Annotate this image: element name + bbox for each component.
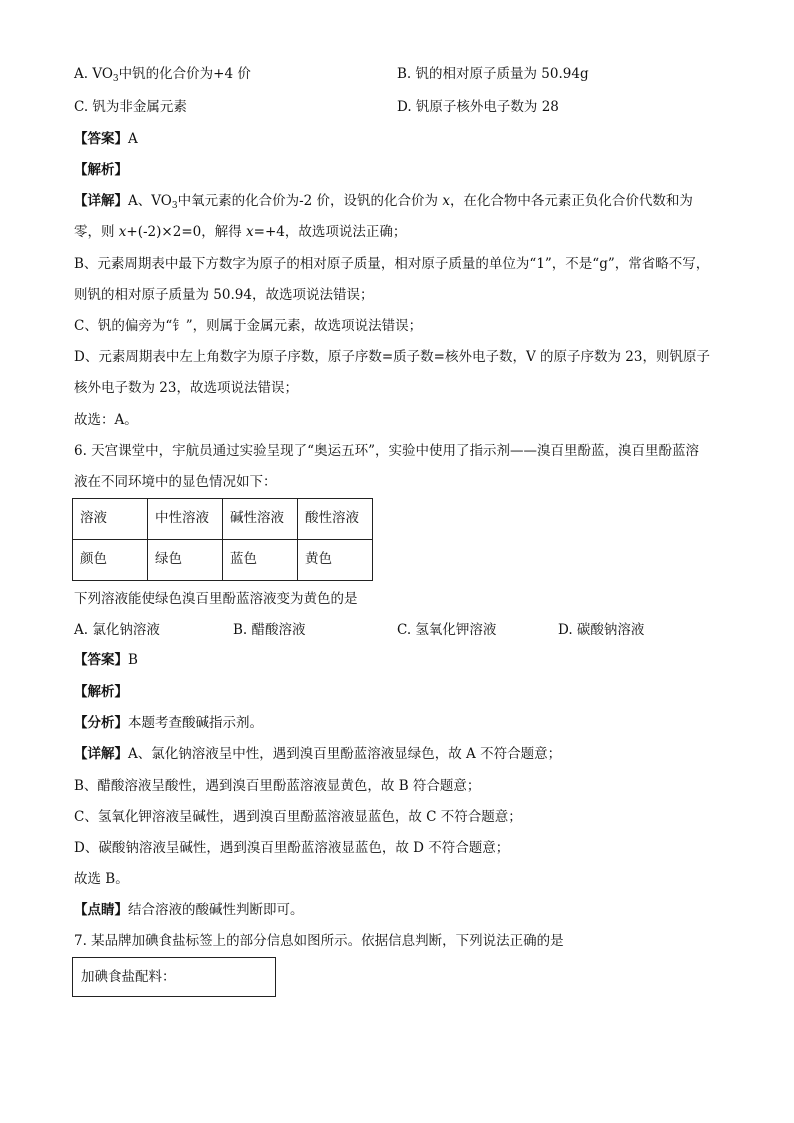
q6-comment-tag: 【点睛】 xyxy=(74,902,128,918)
q6-detail-l1-text: A、氯化钠溶液呈中性，遇到溴百里酚蓝溶液显绿色，故 A 不符合题意； xyxy=(128,746,562,762)
q5-option-b: B. 钒的相对原子质量为 50.94g xyxy=(397,66,589,82)
q5-answer xyxy=(74,133,138,147)
q5-detail-l1-a: A、VO xyxy=(128,193,172,209)
q5-detail-l1-b: 中氧元素的化合价为-2 价，设钒的化合价为 xyxy=(177,193,443,209)
salt-label-text: 加碘食盐配料： xyxy=(81,969,176,985)
q5-answer-value: A xyxy=(128,131,138,147)
q6-comment-text: 结合溶液的酸碱性判断即可。 xyxy=(128,902,304,918)
q5-option-a-text: 中钒的化合价为+4 价 xyxy=(118,66,251,82)
q5-answer-tag: 【答案】 xyxy=(74,131,128,147)
q5-option-a-subscript: 3 xyxy=(112,74,119,84)
q5-conclusion: 故选：A。 xyxy=(74,412,138,428)
q6-comment xyxy=(74,904,304,918)
q5-option-c: C. 钒为非金属元素 xyxy=(74,99,187,115)
q6-option-a: A. 氯化钠溶液 xyxy=(74,622,160,638)
q5-option-d: D. 钒原子核外电子数为 28 xyxy=(397,99,559,115)
q6-analysis2-text: 本题考查酸碱指示剂。 xyxy=(128,715,263,731)
q6-stem-line-2: 液在不同环境中的显色情况如下： xyxy=(74,474,277,490)
table-header-cell: 碱性溶液 xyxy=(223,499,298,540)
q5-detail-l2-x1: x xyxy=(118,224,127,240)
salt-label-box xyxy=(72,957,276,997)
q5-detail-line-7: 核外电子数为 23，故选项说法错误； xyxy=(74,380,298,396)
q6-answer xyxy=(74,654,138,668)
q6-detail-tag: 【详解】 xyxy=(74,746,128,762)
q5-detail-line-5: C、钒的偏旁为“钅”，则属于金属元素，故选项说法错误； xyxy=(74,318,423,334)
q6-option-d: D. 碳酸钠溶液 xyxy=(558,622,645,638)
q6-question: 下列溶液能使绿色溴百里酚蓝溶液变为黄色的是 xyxy=(74,591,358,607)
table-cell: 颜色 xyxy=(73,540,148,581)
q5-detail-l2-x2: x xyxy=(246,224,254,240)
q5-detail-line-4: 则钒的相对原子质量为 50.94，故选项说法错误； xyxy=(74,287,374,303)
q5-detail-l2-a: 零，则 xyxy=(74,224,119,240)
q6-option-b: B. 醋酸溶液 xyxy=(233,622,306,638)
q6-option-c: C. 氢氧化钾溶液 xyxy=(397,622,497,638)
q6-detail-line-1 xyxy=(74,748,561,762)
table-cell: 蓝色 xyxy=(223,540,298,581)
q5-detail-l2-b: +(-2)×2=0，解得 xyxy=(126,224,247,240)
q5-detail-line-1 xyxy=(74,195,693,209)
q5-detail-l2-c: =+4，故选项说法正确； xyxy=(253,224,407,240)
q6-analysis2-tag: 【分析】 xyxy=(74,715,128,731)
q6-detail-line-3: C、氢氧化钾溶液呈碱性，遇到溴百里酚蓝溶液显蓝色，故 C 不符合题意； xyxy=(74,809,522,825)
q5-detail-line-6: D、元素周期表中左上角数字为原子序数，原子序数=质子数=核外电子数，V 的原子序数为 23，则钒原子 xyxy=(74,349,710,365)
table-cell: 绿色 xyxy=(148,540,223,581)
q6-answer-tag: 【答案】 xyxy=(74,652,128,668)
table-cell: 黄色 xyxy=(298,540,373,581)
q6-answer-value: B xyxy=(128,652,138,668)
q5-analysis-tag: 【解析】 xyxy=(74,162,128,178)
table-row xyxy=(73,499,373,540)
q6-stem-line-1: 6. 天宫课堂中，宇航员通过实验呈现了“奥运五环”，实验中使用了指示剂——溴百里酚蓝，溴百里酚蓝溶 xyxy=(74,443,699,459)
q7-stem: 7. 某品牌加碘食盐标签上的部分信息如图所示。依据信息判断，下列说法正确的是 xyxy=(74,933,564,949)
table-header-cell: 溶液 xyxy=(73,499,148,540)
q6-detail-line-4: D、碳酸钠溶液呈碱性，遇到溴百里酚蓝溶液显蓝色，故 D 不符合题意； xyxy=(74,840,510,856)
table-header-cell: 酸性溶液 xyxy=(298,499,373,540)
q5-detail-line-2 xyxy=(74,226,406,240)
q6-conclusion: 故选 B。 xyxy=(74,871,129,887)
q6-analysis xyxy=(74,717,263,731)
indicator-color-table xyxy=(72,498,373,581)
q5-detail-l1-c: ，在化合物中各元素正负化合价代数和为 xyxy=(449,193,693,209)
table-row xyxy=(73,540,373,581)
q5-detail-line-3: B、元素周期表中最下方数字为原子的相对原子质量，相对原子质量的单位为“1”，不是“g”，常省略不写， xyxy=(74,256,710,272)
q5-detail-l1-sub: 3 xyxy=(171,201,178,211)
q6-analysis-tag: 【解析】 xyxy=(74,684,128,700)
table-header-cell: 中性溶液 xyxy=(148,499,223,540)
q5-detail-l1-x: x xyxy=(442,193,450,209)
q5-option-a xyxy=(74,68,251,82)
q5-detail-tag: 【详解】 xyxy=(74,193,128,209)
q5-option-a-prefix: A. VO xyxy=(74,66,113,82)
q6-detail-line-2: B、醋酸溶液呈酸性，遇到溴百里酚蓝溶液显黄色，故 B 符合题意； xyxy=(74,778,481,794)
